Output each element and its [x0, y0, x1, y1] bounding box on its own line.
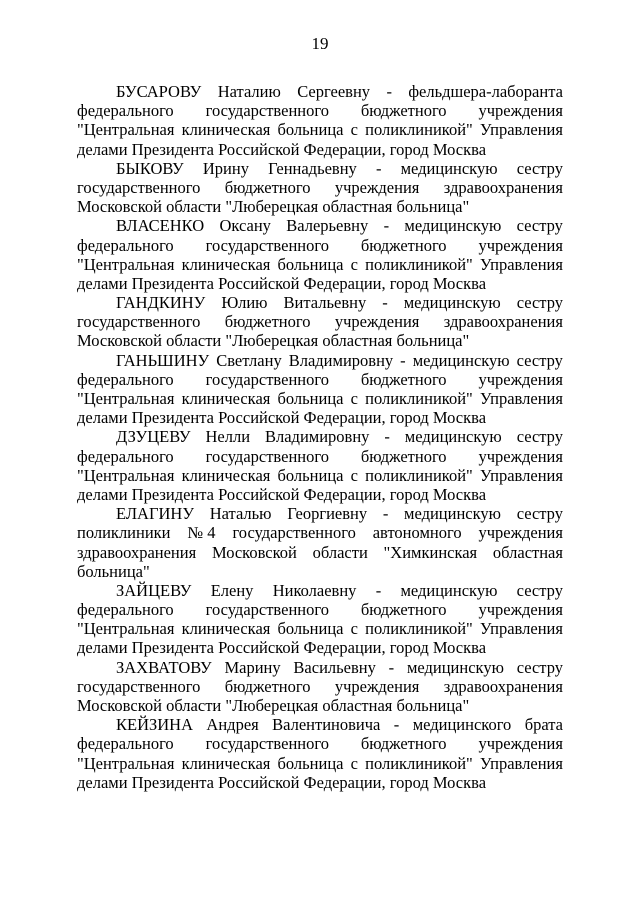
award-entry: [77, 216, 563, 293]
text-line: [77, 754, 563, 773]
text-line: [77, 159, 563, 178]
text-word: сестру: [516, 580, 563, 600]
text-word: бюджетного: [360, 446, 447, 466]
text-word: Нелли: [205, 427, 251, 447]
text-line: [77, 600, 563, 619]
text-line: [77, 236, 563, 255]
text-line: [77, 543, 563, 562]
text-word: здравоохранения: [443, 177, 563, 197]
text-word: -: [383, 216, 390, 236]
text-word: делами Президента Российской Федерации, город Москва: [77, 273, 487, 293]
text-word: Московской области "Люберецкая областная больница": [77, 696, 470, 715]
text-word: "Центральная: [77, 619, 175, 639]
text-line: [77, 255, 563, 274]
text-line: [77, 427, 563, 446]
text-word: бюджетного: [360, 235, 447, 255]
text-word: поликлиникой": [365, 619, 473, 639]
text-line: [77, 581, 563, 600]
text-word: "Центральная: [77, 753, 175, 773]
text-line: [77, 120, 563, 139]
text-line: [77, 734, 563, 753]
text-word: "Центральная: [77, 389, 175, 408]
text-line: [77, 715, 563, 734]
award-entry: [77, 504, 563, 581]
text-word: государственного: [205, 369, 329, 389]
text-line: [77, 101, 563, 120]
text-word: федерального: [77, 235, 174, 255]
text-word: медицинскую: [404, 427, 502, 447]
text-word: сестру: [516, 427, 563, 447]
award-entry: [77, 427, 563, 504]
text-word: поликлиникой": [365, 753, 473, 773]
text-word: Управления: [479, 120, 563, 140]
text-word: с: [350, 120, 358, 140]
text-word: учреждения: [334, 676, 420, 696]
text-word: больница": [77, 561, 150, 581]
text-word: федерального: [77, 446, 174, 466]
text-word: "Химкинская: [383, 542, 478, 562]
text-word: государственного: [232, 523, 356, 543]
text-line: [77, 82, 563, 101]
text-word: бюджетного: [224, 312, 311, 332]
text-line: [77, 351, 563, 370]
text-word: медицинскую: [403, 293, 501, 313]
text-line: [77, 677, 563, 696]
text-word: государственного: [77, 177, 201, 197]
text-word: государственного: [77, 676, 201, 696]
text-word: учреждения: [478, 101, 563, 121]
text-word: медицинскую: [400, 580, 498, 600]
award-entry: [77, 293, 563, 351]
text-word: учреждения: [334, 177, 420, 197]
text-word: государственного: [77, 312, 201, 332]
text-word: здравоохранения: [77, 542, 197, 562]
text-word: Владимировну: [288, 350, 394, 370]
text-word: бюджетного: [360, 600, 447, 620]
text-line: [77, 523, 563, 542]
text-word: поликлиникой": [365, 389, 473, 408]
text-word: КЕЙЗИНА: [116, 715, 194, 735]
text-word: учреждения: [478, 369, 563, 389]
text-word: государственного: [205, 235, 329, 255]
text-word: Николаевну: [272, 580, 357, 600]
text-word: Елену: [210, 580, 254, 600]
text-line: [77, 562, 563, 581]
text-word: делами Президента Российской Федерации, город Москва: [77, 139, 487, 159]
text-line: [77, 140, 563, 159]
text-word: с: [350, 619, 358, 639]
text-word: с: [350, 465, 358, 485]
text-word: медицинского: [412, 715, 512, 735]
text-line: [77, 178, 563, 197]
text-line: [77, 312, 563, 331]
text-word: Наталию: [217, 82, 281, 101]
text-line: [77, 447, 563, 466]
text-word: Валерьевну: [286, 216, 369, 236]
text-word: учреждения: [478, 446, 563, 466]
text-word: ЕЛАГИНУ: [116, 504, 195, 524]
text-word: -: [388, 657, 395, 677]
text-word: брата: [524, 715, 563, 735]
text-word: -: [386, 82, 392, 101]
text-word: № 4: [187, 523, 216, 543]
text-line: [77, 293, 563, 312]
text-word: сестру: [516, 293, 563, 313]
text-word: Управления: [479, 753, 563, 773]
text-word: БУСАРОВУ: [116, 82, 202, 101]
text-word: государственного: [205, 600, 329, 620]
text-word: -: [384, 427, 390, 447]
text-word: федерального: [77, 101, 174, 121]
text-word: больница: [277, 465, 344, 485]
text-word: медицинскую: [412, 350, 510, 370]
text-word: областная: [492, 542, 563, 562]
text-word: клиническая: [181, 465, 271, 485]
text-line: [77, 773, 563, 792]
text-word: бюджетного: [360, 734, 447, 754]
award-entry: [77, 581, 563, 658]
text-line: [77, 696, 563, 715]
page-number: 19: [311, 34, 329, 53]
award-entry: [77, 351, 563, 428]
text-line: [77, 485, 563, 504]
text-word: клиническая: [181, 389, 271, 408]
text-word: клиническая: [181, 254, 271, 274]
text-word: поликлиникой": [365, 120, 473, 140]
text-word: -: [375, 158, 382, 178]
text-word: Управления: [479, 619, 563, 639]
text-word: ГАНЬШИНУ: [116, 350, 210, 370]
text-word: Ирину: [202, 158, 249, 178]
text-line: [77, 619, 563, 638]
text-word: бюджетного: [360, 101, 447, 121]
text-word: больница: [277, 389, 344, 408]
text-word: учреждения: [478, 600, 563, 620]
text-word: государственного: [205, 101, 329, 121]
text-word: ГАНДКИНУ: [116, 293, 206, 313]
text-word: медицинскую: [404, 504, 501, 524]
text-word: сестру: [516, 657, 563, 677]
text-word: больница: [277, 753, 344, 773]
text-word: -: [400, 350, 406, 370]
text-word: с: [350, 389, 358, 408]
text-word: ЗАЙЦЕВУ: [116, 580, 192, 600]
text-word: делами Президента Российской Федерации, город Москва: [77, 408, 487, 428]
text-word: -: [382, 504, 389, 524]
text-word: сестру: [516, 216, 563, 236]
text-word: "Центральная: [77, 120, 175, 140]
text-word: Юлию: [221, 293, 268, 313]
text-word: Светлану: [216, 350, 282, 370]
text-line: [77, 638, 563, 657]
document-body: [77, 82, 563, 792]
text-word: Московской области "Люберецкая областная больница": [77, 331, 470, 351]
text-word: сестру: [516, 504, 563, 524]
text-line: [77, 197, 563, 216]
text-word: Валентиновича: [272, 715, 381, 735]
text-word: учреждения: [478, 734, 563, 754]
text-word: бюджетного: [224, 676, 311, 696]
text-word: медицинскую: [406, 657, 504, 677]
text-word: Сергеевну: [297, 82, 371, 101]
text-word: Управления: [479, 389, 563, 408]
text-word: здравоохранения: [443, 676, 563, 696]
text-word: государственного: [205, 734, 329, 754]
text-word: с: [350, 753, 358, 773]
text-word: Марину: [224, 657, 281, 677]
text-line: [77, 658, 563, 677]
text-word: -: [382, 293, 388, 313]
award-entry: [77, 82, 563, 159]
text-line: [77, 370, 563, 389]
text-word: поликлиники: [77, 523, 171, 543]
text-word: медицинскую: [404, 216, 502, 236]
text-word: Оксану: [219, 216, 271, 236]
text-word: Андрея: [206, 715, 259, 735]
text-word: бюджетного: [360, 369, 447, 389]
text-word: области: [312, 542, 368, 562]
text-word: -: [375, 580, 382, 600]
text-word: бюджетного: [224, 177, 311, 197]
text-word: больница: [277, 619, 344, 639]
award-entry: [77, 715, 563, 792]
award-entry: [77, 159, 563, 217]
text-word: Московской: [211, 542, 297, 562]
text-line: [77, 504, 563, 523]
text-word: автономного: [372, 523, 462, 543]
text-word: -: [393, 715, 400, 735]
text-word: Управления: [479, 254, 563, 274]
text-word: "Центральная: [77, 254, 175, 274]
text-word: фельдшера-лаборанта: [408, 82, 563, 101]
text-word: клиническая: [181, 120, 271, 140]
text-line: [77, 389, 563, 408]
text-word: клиническая: [181, 619, 271, 639]
award-entry: [77, 658, 563, 716]
text-line: [77, 466, 563, 485]
text-word: государственного: [205, 446, 329, 466]
text-word: делами Президента Российской Федерации, город Москва: [77, 772, 487, 792]
text-word: делами Президента Российской Федерации, город Москва: [77, 638, 487, 658]
text-word: больница: [277, 254, 344, 274]
text-word: Управления: [479, 465, 563, 485]
text-word: федерального: [77, 734, 174, 754]
text-word: больница: [277, 120, 344, 140]
text-line: [77, 216, 563, 235]
text-word: "Центральная: [77, 465, 175, 485]
text-word: поликлиникой": [365, 254, 473, 274]
text-word: клиническая: [181, 753, 271, 773]
text-word: учреждения: [478, 235, 563, 255]
text-word: федерального: [77, 600, 174, 620]
text-word: Владимировну: [264, 427, 370, 447]
text-word: федерального: [77, 369, 174, 389]
text-word: БЫКОВУ: [116, 158, 184, 178]
text-word: медицинскую: [400, 158, 498, 178]
text-word: Георгиевну: [287, 504, 368, 524]
text-word: поликлиникой": [365, 465, 473, 485]
text-word: с: [350, 254, 358, 274]
text-word: ЗАХВАТОВУ: [116, 657, 212, 677]
text-line: [77, 408, 563, 427]
text-word: Геннадьевну: [268, 158, 357, 178]
text-word: Васильевну: [293, 657, 376, 677]
text-word: Наталью: [209, 504, 272, 524]
text-word: учреждения: [478, 523, 563, 543]
text-word: ВЛАСЕНКО: [116, 216, 205, 236]
text-line: [77, 274, 563, 293]
text-word: Московской области "Люберецкая областная больница": [77, 197, 470, 217]
text-word: делами Президента Российской Федерации, город Москва: [77, 484, 487, 504]
text-word: Витальевну: [283, 293, 367, 313]
text-word: сестру: [516, 350, 563, 370]
text-word: сестру: [516, 158, 563, 178]
text-word: ДЗУЦЕВУ: [116, 427, 191, 447]
text-word: учреждения: [334, 312, 420, 332]
text-word: здравоохранения: [443, 312, 563, 332]
text-line: [77, 331, 563, 350]
